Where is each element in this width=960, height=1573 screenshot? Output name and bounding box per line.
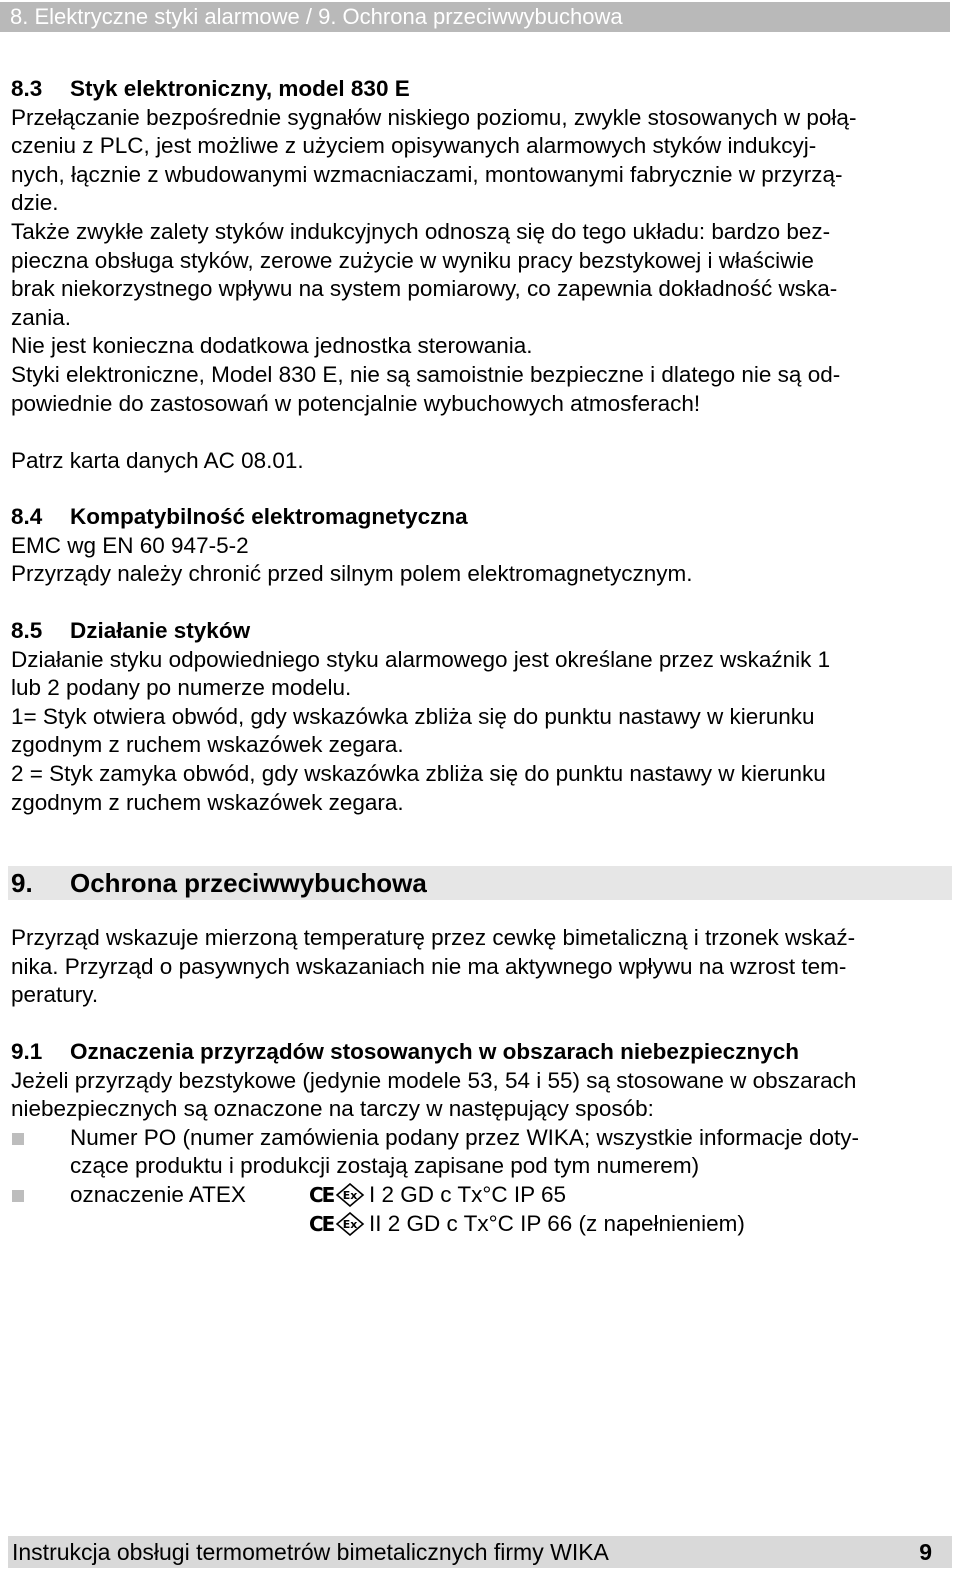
- atex-label: oznaczenie ATEX: [70, 1181, 246, 1207]
- paragraph-line: nych, łącznie z wbudowanymi wzmacniaczami, montowanymi fabrycznie w przyrzą-: [11, 161, 843, 187]
- paragraph-line: peratury.: [11, 982, 99, 1008]
- paragraph-line: brak niekorzystnego wpływu na system pomiarowy, co zapewnia dokładność wska-: [11, 276, 838, 302]
- paragraph-line: czeniu z PLC, jest możliwe z użyciem opisywanych alarmowych styków indukcyj-: [11, 133, 817, 159]
- page-number: 9: [919, 1539, 932, 1565]
- bullet-line: Numer PO (numer zamówienia podany przez WIKA; wszystkie informacje doty-: [70, 1124, 860, 1150]
- running-header: [0, 2, 950, 32]
- section-9-1: [11, 1038, 951, 1238]
- square-bullet-icon: [12, 1190, 24, 1202]
- paragraph-line: nika. Przyrząd o pasywnych wskazaniach nie ma aktywnego wpływu na wzrost tem-: [11, 953, 847, 979]
- atex-row-1: [70, 1181, 951, 1210]
- footer-title: Instrukcja obsługi termometrów bimetalicznych firmy WIKA: [12, 1539, 609, 1565]
- paragraph-line: Także zwykłe zalety styków indukcyjnych odnoszą się do tego układu: bardzo bez-: [11, 218, 831, 244]
- paragraph-line: pieczna obsługa styków, zerowe zużycie w wyniku pracy bezstykowej i właściwie: [11, 247, 814, 273]
- atex-code-1: I 2 GD c Tx°C IP 65: [369, 1181, 566, 1207]
- section-title: Styk elektroniczny, model 830 E: [70, 76, 410, 101]
- section-8-3-heading: [11, 75, 951, 104]
- section-8-4-heading: [11, 503, 951, 532]
- section-number: 9.: [11, 868, 33, 898]
- section-number: 9.1: [11, 1039, 43, 1064]
- paragraph-line: 2 = Styk zamyka obwód, gdy wskazówka zbliża się do punktu nastawy w kierunku: [11, 760, 826, 786]
- paragraph-line: powiednie do zastosowań w potencjalnie wybuchowych atmosferach!: [11, 390, 701, 416]
- paragraph-line: niebezpiecznych są oznaczone na tarczy w następujący sposób:: [11, 1096, 654, 1122]
- page-footer: [8, 1536, 952, 1568]
- section-8-3: [11, 75, 951, 475]
- paragraph-line: zania.: [11, 304, 72, 330]
- ce-mark: CE: [309, 1182, 334, 1207]
- bullet-item-po-number: [11, 1124, 951, 1181]
- ce-ex-mark-icon: [309, 1183, 365, 1207]
- paragraph-line: Styki elektroniczne, Model 830 E, nie są samoistnie bezpieczne i dlatego nie są od-: [11, 361, 841, 387]
- section-title: Ochrona przeciwwybuchowa: [70, 868, 427, 898]
- paragraph-line: Przełączanie bezpośrednie sygnałów niskiego poziomu, zwykle stosowanych w połą-: [11, 104, 857, 130]
- section-title: Oznaczenia przyrządów stosowanych w obszarach niebezpiecznych: [70, 1039, 799, 1064]
- paragraph-line: zgodnym z ruchem wskazówek zegara.: [11, 789, 404, 815]
- ex-mark: Ex: [342, 1217, 358, 1231]
- ce-ex-mark-icon: [309, 1212, 365, 1236]
- section-number: 8.5: [11, 618, 43, 643]
- paragraph-line: Przyrządy należy chronić przed silnym polem elektromagnetycznym.: [11, 561, 693, 587]
- paragraph-line: 1= Styk otwiera obwód, gdy wskazówka zbliża się do punktu nastawy w kierunku: [11, 703, 815, 729]
- section-8-5: [11, 617, 951, 817]
- paragraph-line: Przyrząd wskazuje mierzoną temperaturę przez cewkę bimetaliczną i trzonek wskaź-: [11, 925, 856, 950]
- section-number: 8.3: [11, 76, 43, 101]
- paragraph-line: dzie.: [11, 190, 59, 216]
- ce-mark: CE: [309, 1211, 334, 1236]
- paragraph-line: zgodnym z ruchem wskazówek zegara.: [11, 732, 404, 758]
- atex-row-2: [70, 1210, 951, 1239]
- paragraph-line: Nie jest konieczna dodatkowa jednostka sterowania.: [11, 333, 533, 359]
- bullet-item-atex: [11, 1181, 951, 1238]
- paragraph-line: Działanie styku odpowiedniego styku alarmowego jest określane przez wskaźnik 1: [11, 646, 831, 672]
- section-9-heading: [8, 866, 952, 900]
- atex-code-2: II 2 GD c Tx°C IP 66 (z napełnieniem): [369, 1210, 745, 1236]
- paragraph-line: EMC wg EN 60 947-5-2: [11, 532, 249, 558]
- bullet-line: czące produktu i produkcji zostają zapisane pod tym numerem): [70, 1153, 700, 1179]
- section-number: 8.4: [11, 504, 43, 529]
- section-title: Kompatybilność elektromagnetyczna: [70, 504, 468, 529]
- datasheet-reference: Patrz karta danych AC 08.01.: [11, 447, 304, 473]
- running-header-title: 8. Elektryczne styki alarmowe / 9. Ochrona przeciwwybuchowa: [10, 4, 623, 29]
- ex-mark: Ex: [342, 1188, 358, 1202]
- section-8-5-heading: [11, 617, 951, 646]
- paragraph-line: Jeżeli przyrządy bezstykowe (jedynie modele 53, 54 i 55) są stosowane w obszarach: [11, 1067, 857, 1093]
- square-bullet-icon: [12, 1133, 24, 1145]
- section-8-4: [11, 503, 951, 589]
- paragraph-line: lub 2 podany po numerze modelu.: [11, 675, 352, 701]
- section-title: Działanie styków: [70, 618, 251, 643]
- section-9-1-heading: [11, 1038, 951, 1067]
- section-9-body: [11, 924, 951, 1010]
